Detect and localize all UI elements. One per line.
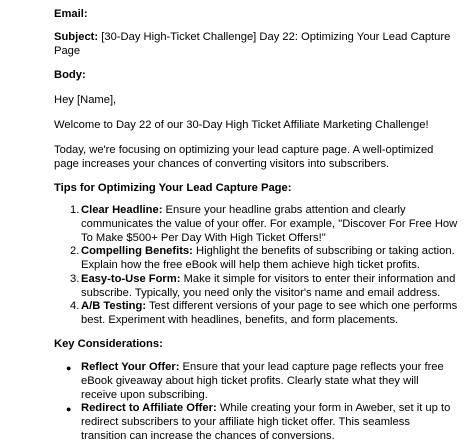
consideration-text-line: redirect subscribers to your affiliate high ticket offer. This seamless (81, 416, 410, 428)
subject-label: Subject: (54, 31, 99, 43)
consideration-text-line: eBook giveaway about high ticket profits. Clearly state what they will (81, 375, 419, 387)
tip-title: Compelling Benefits: (81, 245, 193, 257)
tip-title: Easy-to-Use Form: (81, 273, 181, 285)
tips-heading: Tips for Optimizing Your Lead Capture Page: (54, 182, 292, 194)
tip-number: 1. (70, 204, 80, 216)
consideration-item (81, 361, 444, 375)
greeting: Hey [Name], (54, 94, 117, 106)
subject-line (54, 31, 450, 45)
body-label: Body: (54, 69, 86, 81)
tip-text: Highlight the benefits of subscribing or taking action. (192, 245, 455, 257)
bullet-icon: ● (66, 404, 72, 414)
tip-text-line: subscribe. Typically, you need only the visitor's name and email address. (81, 287, 441, 299)
consideration-item (81, 402, 450, 416)
tip-text-line: To Make $500+ Per Day With High Ticket Offers!" (81, 232, 326, 244)
tip-text-line: communicates the value of your offer. For example, "Discover For Free How (81, 218, 458, 230)
welcome-paragraph: Welcome to Day 22 of our 30-Day High Ticket Affiliate Marketing Challenge! (54, 119, 429, 131)
subject-text: [30-Day High-Ticket Challenge] Day 22: Optimizing Your Lead Capture (98, 31, 451, 43)
intro-line-2: page increases your chances of converting visitors into subscribers. (54, 158, 390, 170)
tip-title: A/B Testing: (81, 300, 147, 312)
tip-text: Make it simple for visitors to enter their information and (180, 273, 456, 285)
bullet-icon: ● (66, 363, 72, 373)
consideration-text: While creating your form in Aweber, set it up to (216, 402, 451, 414)
tip-number: 2. (70, 245, 80, 257)
tip-number: 4. (70, 300, 80, 312)
tip-number: 3. (70, 273, 80, 285)
tip-text: Test different versions of your page to see which one performs (146, 300, 458, 312)
tip-item (81, 300, 457, 314)
considerations-heading: Key Considerations: (54, 338, 163, 350)
tip-item (81, 273, 455, 287)
consideration-text-line: receive upon subscribing. (81, 389, 208, 401)
tip-text: Ensure your headline grabs attention and clearly (162, 204, 406, 216)
tip-text-line: Explain how the free eBook will help them achieve high ticket profits. (81, 259, 420, 271)
subject-continuation: Page (54, 45, 81, 57)
consideration-text-line: transition can increase the chances of conversions. (81, 430, 335, 442)
consideration-text: Ensure that your lead capture page reflects your free (179, 361, 444, 373)
consideration-title: Reflect Your Offer: (81, 361, 180, 373)
tip-text-line: best. Experiment with headlines, benefits, and form placements. (81, 314, 399, 326)
email-label: Email: (54, 8, 88, 20)
tip-item (81, 204, 406, 218)
tip-title: Clear Headline: (81, 204, 163, 216)
consideration-title: Redirect to Affiliate Offer: (81, 402, 217, 414)
intro-line-1: Today, we're focusing on optimizing your lead capture page. A well-optimized (54, 144, 434, 156)
tip-item (81, 245, 455, 259)
